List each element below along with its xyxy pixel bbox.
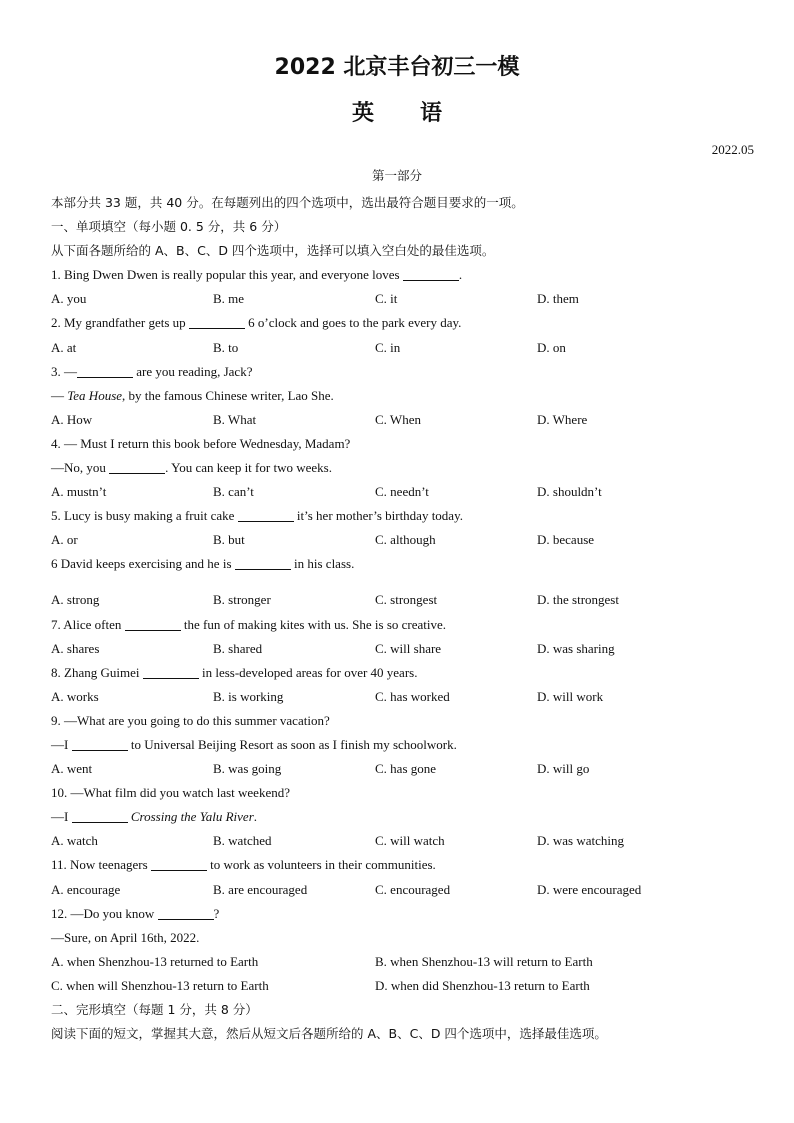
option-d: D. will go <box>537 761 590 777</box>
answer-blank <box>109 459 165 474</box>
option-d: D. on <box>537 339 566 355</box>
question-3: 3. — are you reading, Jack? <box>51 363 253 379</box>
option-d: D. will work <box>537 688 604 704</box>
option-a: A. at <box>51 339 77 355</box>
question-10: 10. —What film did you watch last weekend? <box>51 785 290 801</box>
option-c: C. when will Shenzhou-13 return to Earth <box>51 977 269 993</box>
option-b: B. but <box>213 532 245 548</box>
answer-blank <box>235 555 291 570</box>
option-a: A. works <box>51 688 99 704</box>
option-d: D. them <box>537 291 579 307</box>
option-c: C. strongest <box>375 592 438 608</box>
section1-instruction: 从下面各题所给的 A、B、C、D 四个选项中，选择可以填入空白处的最佳选项。 <box>51 243 495 259</box>
question-11-options <box>51 878 756 902</box>
answer-blank <box>77 363 133 378</box>
option-b: B. to <box>213 339 239 355</box>
option-a: A. strong <box>51 592 100 608</box>
option-b: B. is working <box>213 688 284 704</box>
option-c: C. When <box>375 411 421 427</box>
option-c: C. will watch <box>375 833 445 849</box>
option-a: A. How <box>51 411 93 427</box>
question-1: 1. Bing Dwen Dwen is really popular this year, and everyone loves . <box>51 267 463 283</box>
question-10-options <box>51 829 756 853</box>
question-6: 6 David keeps exercising and he is in his class. <box>51 556 355 572</box>
answer-blank <box>403 266 459 281</box>
option-a: A. encourage <box>51 881 121 897</box>
option-b: B. was going <box>213 761 282 777</box>
question-9: 9. —What are you going to do this summer vacation? <box>51 712 330 728</box>
exam-content <box>51 191 756 1046</box>
section1-title: 一、单项填空（每小题 0. 5 分，共 6 分） <box>51 219 287 235</box>
option-c: C. in <box>375 339 401 355</box>
option-a: A. mustn’t <box>51 484 107 500</box>
part-summary: 本部分共 33 题，共 40 分。在每题列出的四个选项中，选出最符合题目要求的一项。 <box>51 195 524 210</box>
option-d: D. because <box>537 532 595 548</box>
option-d: D. were encouraged <box>537 881 642 897</box>
option-b: B. are encouraged <box>213 881 308 897</box>
answer-blank <box>72 808 128 823</box>
answer-blank <box>238 507 294 522</box>
option-a: A. when Shenzhou-13 returned to Earth <box>51 953 259 969</box>
question-2: 2. My grandfather gets up 6 o’clock and goes to the park every day. <box>51 315 462 331</box>
option-c: C. has worked <box>375 688 450 704</box>
answer-blank <box>72 736 128 751</box>
question-9-options <box>51 757 756 781</box>
question-12-options-ab <box>51 950 756 974</box>
option-a: A. or <box>51 532 78 548</box>
exam-date: 2022.05 <box>711 142 754 157</box>
option-c: C. has gone <box>375 761 437 777</box>
option-a: A. watch <box>51 833 98 849</box>
option-d: D. was watching <box>537 833 625 849</box>
question-7-options <box>51 637 756 661</box>
option-d: D. the strongest <box>537 592 619 608</box>
answer-blank <box>189 314 245 329</box>
option-b: B. What <box>213 411 257 427</box>
part-heading: 第一部分 <box>371 168 422 183</box>
question-3-options <box>51 408 756 432</box>
exam-subject: 英语 <box>351 101 488 126</box>
exam-title: 2022 北京丰台初三一模 <box>274 55 520 80</box>
option-b: B. stronger <box>213 592 271 608</box>
answer-blank <box>125 616 181 631</box>
question-4-options <box>51 480 756 504</box>
option-d: D. was sharing <box>537 640 615 656</box>
question-4: 4. — Must I return this book before Wednesday, Madam? <box>51 435 351 451</box>
question-5-options <box>51 528 756 552</box>
question-9-reply: —I to Universal Beijing Resort as soon as I finish my schoolwork. <box>51 736 457 752</box>
option-a: A. went <box>51 761 93 777</box>
question-8-options <box>51 685 756 709</box>
option-c: C. although <box>375 532 436 548</box>
question-12-reply: —Sure, on April 16th, 2022. <box>51 929 200 945</box>
question-7: 7. Alice often the fun of making kites with us. She is so creative. <box>51 616 447 632</box>
question-3-reply: — Tea House, by the famous Chinese writer, Lao She. <box>51 387 334 403</box>
answer-blank <box>158 905 214 920</box>
answer-blank <box>143 664 199 679</box>
option-a: A. you <box>51 291 87 307</box>
answer-blank <box>151 856 207 871</box>
question-4-reply: —No, you . You can keep it for two weeks. <box>51 460 332 476</box>
option-b: B. me <box>213 291 245 307</box>
option-d: D. Where <box>537 411 588 427</box>
option-b: B. when Shenzhou-13 will return to Earth <box>375 953 593 969</box>
option-c: C. needn’t <box>375 484 429 500</box>
question-12: 12. —Do you know ? <box>51 905 220 921</box>
question-5: 5. Lucy is busy making a fruit cake it’s her mother’s birthday today. <box>51 508 463 524</box>
option-d: D. shouldn’t <box>537 484 602 500</box>
option-b: B. can’t <box>213 484 254 500</box>
option-c: C. it <box>375 291 398 307</box>
question-8: 8. Zhang Guimei in less-developed areas for over 40 years. <box>51 664 418 680</box>
option-b: B. watched <box>213 833 272 849</box>
question-6-options <box>51 588 756 612</box>
question-2-options <box>51 336 756 360</box>
question-11: 11. Now teenagers to work as volunteers in their communities. <box>51 857 436 873</box>
option-c: C. encouraged <box>375 881 451 897</box>
question-1-options <box>51 287 756 311</box>
option-a: A. shares <box>51 640 100 656</box>
question-10-reply: —I Crossing the Yalu River. <box>51 809 258 825</box>
option-b: B. shared <box>213 640 263 656</box>
section2-instruction: 阅读下面的短文，掌握其大意，然后从短文后各题所给的 A、B、C、D 四个选项中，选择最佳选项。 <box>51 1026 607 1042</box>
option-c: C. will share <box>375 640 442 656</box>
question-12-options-cd <box>51 974 756 998</box>
option-d: D. when did Shenzhou-13 return to Earth <box>375 977 590 993</box>
section2-title: 二、完形填空（每题 1 分，共 8 分） <box>51 1002 258 1017</box>
